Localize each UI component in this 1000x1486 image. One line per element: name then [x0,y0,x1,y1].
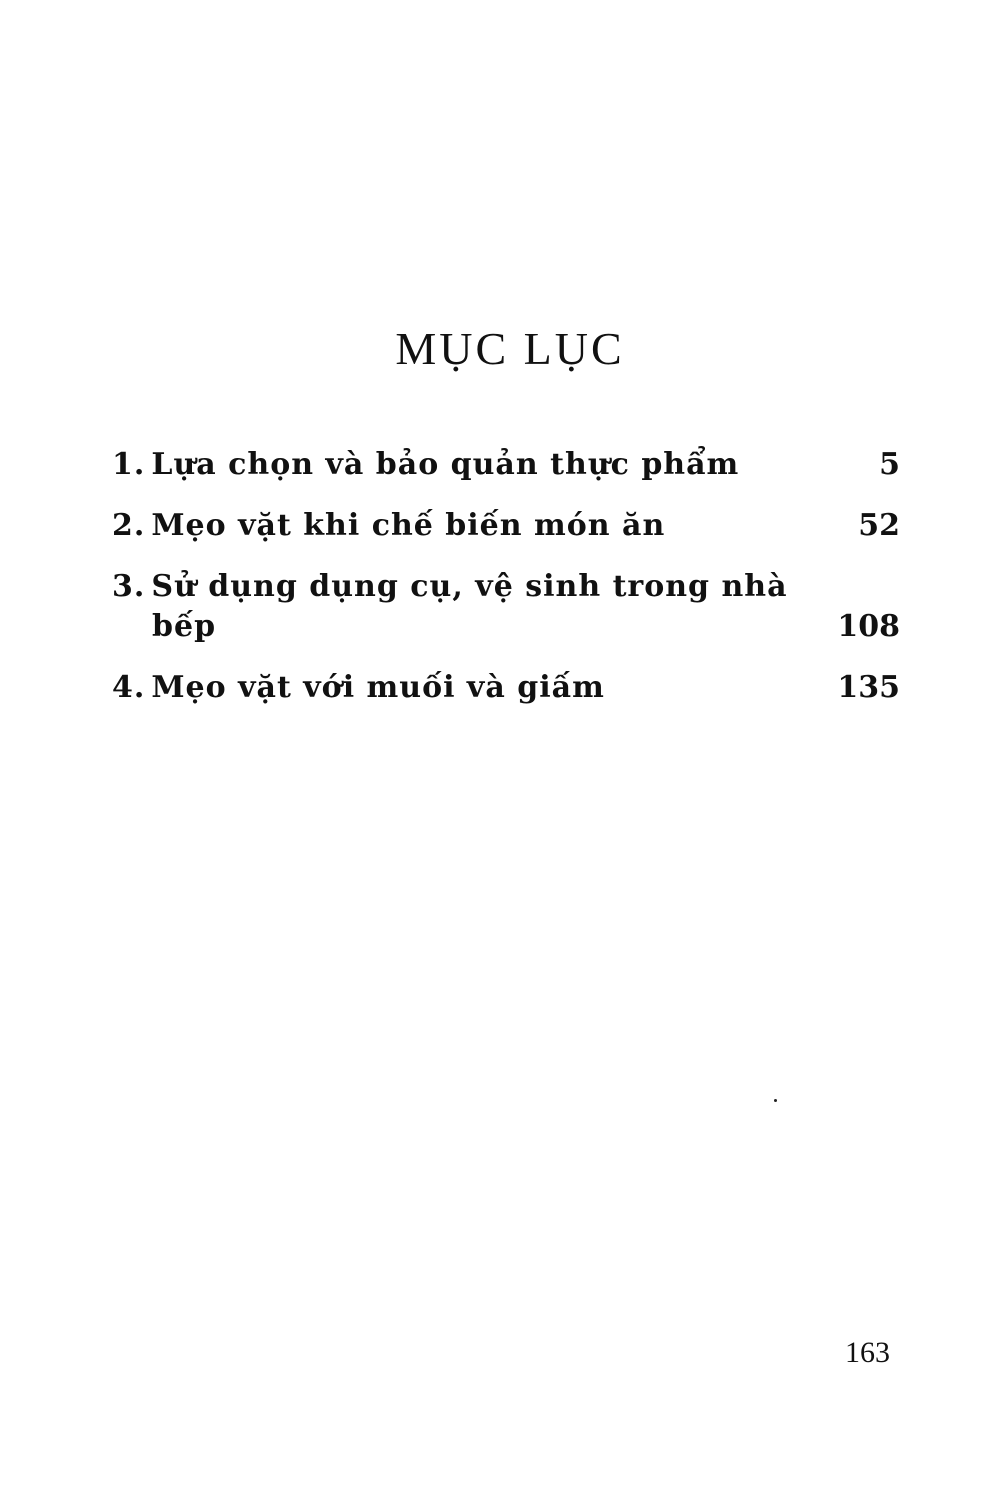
toc-entry-number: 1. [112,447,146,482]
toc-entry-4 [112,668,900,708]
toc-entry-title: Mẹo vặt với muối và giấm [151,670,605,705]
toc-entry-text [112,445,739,485]
toc-entry-title: Mẹo vặt khi chế biến món ăn [151,508,666,543]
toc-entry-page: 135 [837,670,900,705]
table-of-contents [112,445,900,729]
toc-entry-text [112,506,665,546]
toc-entry-page: 108 [837,609,900,644]
toc-entry-3 [112,567,900,647]
toc-entry-2 [112,506,900,546]
toc-entry-number: 4. [112,670,146,705]
toc-entry-1 [112,445,900,485]
scan-speck [774,1099,777,1102]
toc-entry-title: Sử dụng dụng cụ, vệ sinh trong nhà bếp [151,569,788,644]
page-number: 163 [845,1336,890,1369]
page-title: MỤC LỤC [395,323,625,374]
toc-entry-number: 3. [112,569,146,604]
toc-entry-text [112,567,792,647]
toc-entry-number: 2. [112,508,146,543]
toc-entry-text [112,668,605,708]
toc-entry-title: Lựa chọn và bảo quản thực phẩm [151,447,740,482]
toc-entry-page: 52 [858,508,900,543]
toc-entry-page: 5 [879,447,900,482]
